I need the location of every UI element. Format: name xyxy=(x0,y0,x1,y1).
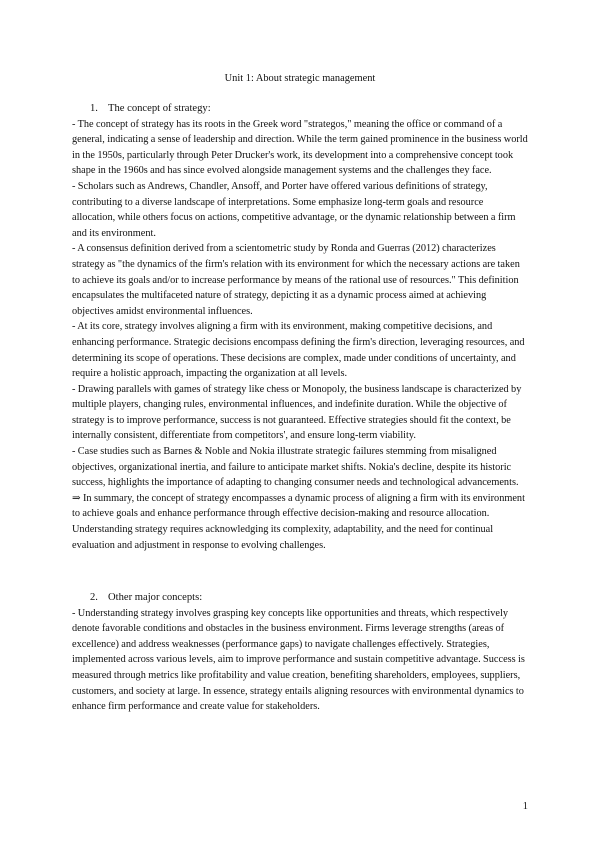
section-heading-text: Other major concepts: xyxy=(108,592,203,603)
document-title: Unit 1: About strategic management xyxy=(224,73,376,84)
section-heading xyxy=(72,590,528,606)
section-heading xyxy=(72,101,528,117)
paragraph: - The concept of strategy has its roots in the Greek word "strategos," meaning the office or command of a general, indicating a sense of leadership and direction. While the term gained prominence in the business world in the 1950s, particularly through Peter Drucker's work, its development into a comprehensive concept took shape in the 1960s and has since evolved alongside management systems and the challenges they face. xyxy=(72,118,528,177)
paragraph: - Scholars such as Andrews, Chandler, Ansoff, and Porter have offered various definitions of strategy, contributing to a diverse landscape of interpretations. Some emphasize long-term goals and resource allocation, while others focus on actions, competitive advantage, or the dynamic relationship between a firm and its environment. xyxy=(72,180,516,239)
section-concept-of-strategy xyxy=(72,101,528,553)
section-number: 1. xyxy=(90,103,98,114)
paragraph: - Understanding strategy involves grasping key concepts like opportunities and threats, which respectively denote favorable conditions and obstacles in the business environment. Firms leverage strengths (areas of excellence) and address weaknesses (performance gaps) to navigate challenges effectively. Strategies, implemented across various levels, aim to improve performance and sustain competitive advantage. Success is measured through metrics like profitability and value creation, benefiting shareholders, employees, suppliers, customers, and society at large. In essence, strategy entails aligning resources with environmental dynamics to enhance firm performance and create value for stakeholders. xyxy=(72,607,525,713)
paragraph: - Drawing parallels with games of strategy like chess or Monopoly, the business landscape is characterized by multiple players, changing rules, environmental influences, and indefinite duration. While the objective of strategy is to improve performance, success is not guaranteed. Effective strategies should fit the context, be internally consistent, differentiate from competitors', and ensure long-term viability. xyxy=(72,383,522,442)
page-number: 1 xyxy=(522,801,528,812)
paragraph: - Case studies such as Barnes & Noble and Nokia illustrate strategic failures stemming from misaligned objectives, organizational inertia, and failure to anticipate market shifts. Nokia's decline, despite its historic success, highlights the importance of adapting to changing consumer needs and technological advancements. xyxy=(72,446,519,489)
summary-paragraph: ⇒ In summary, the concept of strategy encompasses a dynamic process of aligning a firm with its environment to achieve goals and enhance performance through effective decision-making and resource allocation. Understanding strategy requires acknowledging its complexity, adaptability, and the need for continual evaluation and adjustment in response to evolving challenges. xyxy=(72,492,525,551)
paragraph: - A consensus definition derived from a scientometric study by Ronda and Guerras (2012) characterizes strategy as "the dynamics of the firm's relation with its environment for which the necessary actions are taken to achieve its goals and/or to increase performance by means of the rational use of resources." This definition encapsulates the multifaceted nature of strategy, depicting it as a dynamic process aimed at achieving objectives amidst environmental influences. xyxy=(72,243,520,317)
paragraph: - At its core, strategy involves aligning a firm with its environment, making competitive decisions, and enhancing performance. Strategic decisions encompass defining the firm's direction, leveraging resources, and determining its scope of operations. These decisions are complex, made under conditions of uncertainty, and require a holistic approach, impacting the organization at all levels. xyxy=(72,321,525,380)
section-heading-text: The concept of strategy: xyxy=(108,103,211,114)
section-other-major-concepts xyxy=(72,590,528,715)
section-number: 2. xyxy=(90,592,98,603)
